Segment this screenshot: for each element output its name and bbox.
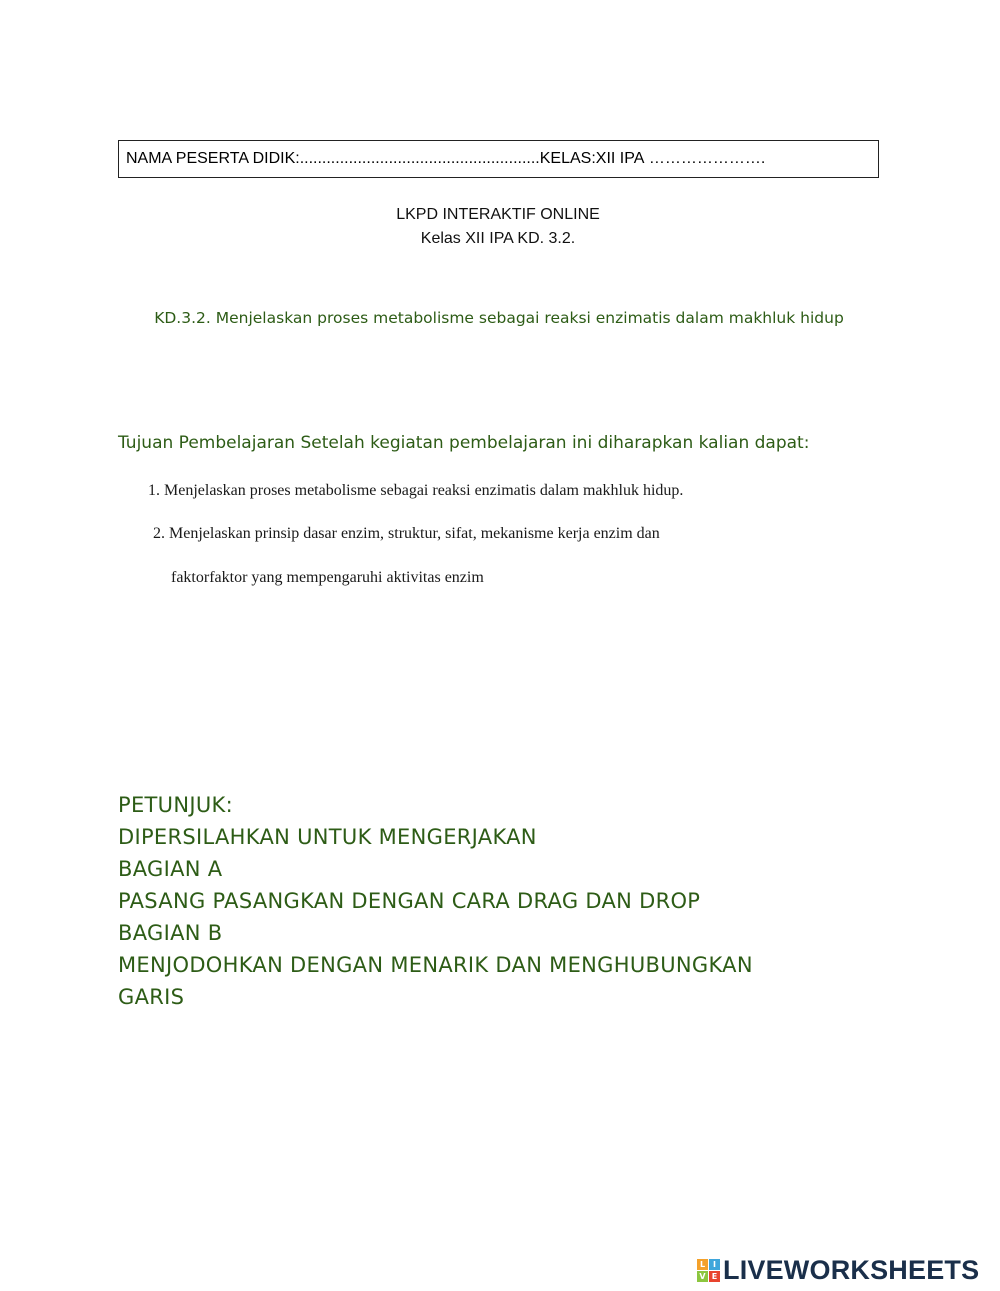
instructions-heading: PETUNJUK: xyxy=(118,793,233,817)
instruction-line: GARIS xyxy=(118,985,185,1009)
instruction-line: BAGIAN A xyxy=(118,857,223,881)
name-dots: ...................................................... xyxy=(299,150,540,167)
objectives-heading: Tujuan Pembelajaran Setelah kegiatan pembelajaran ini diharapkan kalian dapat: xyxy=(118,433,810,453)
liveworksheets-wordmark: LIVEWORKSHEETS xyxy=(723,1254,980,1285)
instruction-line: MENJODOHKAN DENGAN MENARIK DAN MENGHUBUNGKAN xyxy=(118,953,753,977)
worksheet-title: LKPD INTERAKTIF ONLINE xyxy=(396,206,600,223)
class-label: KELAS:XII IPA xyxy=(539,150,645,167)
logo-tile: I xyxy=(709,1259,720,1270)
instructions-block xyxy=(118,789,753,1013)
logo-tile: V xyxy=(697,1271,708,1282)
instruction-line: PASANG PASANGKAN DENGAN CARA DRAG DAN DROP xyxy=(118,889,701,913)
worksheet-subtitle: Kelas XII IPA KD. 3.2. xyxy=(420,230,576,247)
kd-statement: KD.3.2. Menjelaskan proses metabolisme sebagai reaksi enzimatis dalam makhluk hidup xyxy=(154,309,844,327)
objective-item-1: 1. Menjelaskan proses metabolisme sebagai reaksi enzimatis dalam makhluk hidup. xyxy=(148,482,684,499)
liveworksheets-logo-icon xyxy=(697,1259,720,1282)
objective-item-2: 2. Menjelaskan prinsip dasar enzim, struktur, sifat, mekanisme kerja enzim dan xyxy=(153,525,660,542)
logo-tile: E xyxy=(709,1271,720,1282)
class-input-field[interactable]: …………………. xyxy=(644,150,766,167)
objective-item-2-continued: faktorfaktor yang mempengaruhi aktivitas enzim xyxy=(171,569,484,586)
instruction-line: DIPERSILAHKAN UNTUK MENGERJAKAN xyxy=(118,825,537,849)
logo-tile: L xyxy=(697,1259,708,1270)
name-input-field[interactable] xyxy=(300,150,540,168)
student-info-box xyxy=(118,140,879,178)
liveworksheets-logo[interactable] xyxy=(697,1254,979,1286)
name-label: NAMA PESERTA DIDIK: xyxy=(126,150,300,167)
instruction-line: BAGIAN B xyxy=(118,921,223,945)
